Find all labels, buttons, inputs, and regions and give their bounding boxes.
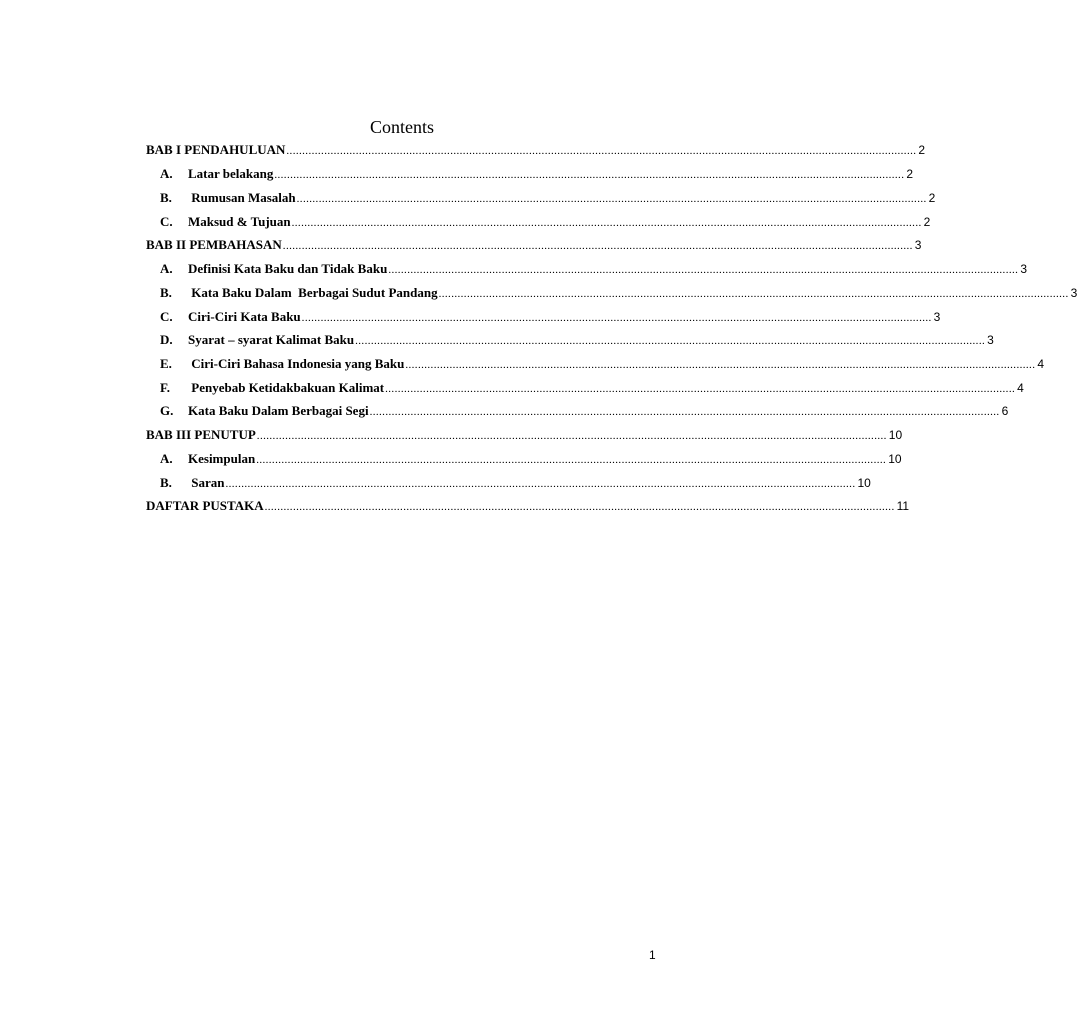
toc-entry-label: DAFTAR PUSTAKA <box>146 498 264 513</box>
toc-section-entry[interactable] <box>160 190 936 207</box>
toc-entry-label: Ciri-Ciri Bahasa Indonesia yang Baku <box>188 356 405 371</box>
toc-entry-letter: F. <box>160 380 170 395</box>
toc-dot-leader: ........................................................................................................................................................................................................ <box>388 264 1019 276</box>
toc-dot-leader: ........................................................................................................................................................................................................ <box>264 501 895 513</box>
toc-chapter-entry[interactable] <box>146 237 922 254</box>
toc-entry-letter: A. <box>160 261 173 276</box>
toc-dot-leader: ........................................................................................................................................................................................................ <box>282 240 913 252</box>
toc-entry-label: BAB III PENUTUP <box>146 427 256 442</box>
toc-chapter-entry[interactable] <box>146 142 926 159</box>
toc-entry-label: Maksud & Tujuan <box>188 214 291 229</box>
toc-section-entry[interactable] <box>160 475 871 492</box>
toc-entry-label: BAB II PEMBAHASAN <box>146 237 282 252</box>
toc-chapter-entry[interactable] <box>146 427 903 444</box>
toc-entry-page-number: 2 <box>928 191 936 205</box>
toc-entry-page-number: 10 <box>857 476 871 490</box>
toc-entry-label: Syarat – syarat Kalimat Baku <box>188 332 355 347</box>
toc-entry-page-number: 10 <box>888 452 902 466</box>
toc-dot-leader: ........................................................................................................................................................................................................ <box>405 359 1036 371</box>
toc-dot-leader: ........................................................................................................................................................................................................ <box>256 430 887 442</box>
toc-entry-label: Definisi Kata Baku dan Tidak Baku <box>188 261 388 276</box>
toc-section-entry[interactable] <box>160 451 902 468</box>
toc-dot-leader: ........................................................................................................................................................................................................ <box>256 454 887 466</box>
toc-entry-label: Rumusan Masalah <box>188 190 296 205</box>
toc-entry-letter: B. <box>160 285 172 300</box>
toc-section-entry[interactable] <box>160 285 1077 302</box>
toc-entry-page-number: 11 <box>896 499 910 513</box>
toc-dot-leader: ........................................................................................................................................................................................................ <box>438 288 1069 300</box>
toc-entry-letter: G. <box>160 403 174 418</box>
toc-entry-letter: C. <box>160 214 173 229</box>
toc-entry-label: Kata Baku Dalam Berbagai Segi <box>188 403 369 418</box>
toc-entry-page-number: 2 <box>923 215 931 229</box>
toc-entry-page-number: 2 <box>906 167 914 181</box>
toc-entry-letter: C. <box>160 309 173 324</box>
toc-dot-leader: ........................................................................................................................................................................................................ <box>286 145 917 157</box>
page-title: Contents <box>369 117 434 137</box>
toc-dot-leader: ........................................................................................................................................................................................................ <box>301 312 932 324</box>
toc-chapter-entry[interactable] <box>146 498 910 515</box>
toc-section-entry[interactable] <box>160 261 1027 278</box>
toc-entry-label: BAB I PENDAHULUAN <box>146 142 286 157</box>
toc-entry-label: Penyebab Ketidakbakuan Kalimat <box>188 380 385 395</box>
toc-section-entry[interactable] <box>160 309 941 326</box>
toc-dot-leader: ........................................................................................................................................................................................................ <box>296 193 927 205</box>
toc-dot-leader: ........................................................................................................................................................................................................ <box>369 406 1000 418</box>
toc-entry-label: Saran <box>188 475 225 490</box>
toc-dot-leader: ........................................................................................................................................................................................................ <box>225 478 856 490</box>
toc-entry-label: Ciri-Ciri Kata Baku <box>188 309 301 324</box>
toc-entry-letter: B. <box>160 190 172 205</box>
toc-entry-page-number: 3 <box>987 333 994 347</box>
toc-dot-leader: ........................................................................................................................................................................................................ <box>355 335 986 347</box>
toc-entry-page-number: 3 <box>1070 286 1077 300</box>
toc-entry-letter: D. <box>160 332 173 347</box>
toc-dot-leader: ........................................................................................................................................................................................................ <box>274 169 905 181</box>
toc-section-entry[interactable] <box>160 214 931 231</box>
toc-entry-page-number: 4 <box>1037 357 1045 371</box>
toc-section-entry[interactable] <box>160 380 1024 397</box>
toc-dot-leader: ........................................................................................................................................................................................................ <box>291 217 922 229</box>
toc-section-entry[interactable] <box>160 166 914 183</box>
footer-page-number: 1 <box>649 948 656 962</box>
toc-entry-page-number: 6 <box>1001 404 1009 418</box>
toc-entry-letter: E. <box>160 356 172 371</box>
toc-entry-page-number: 3 <box>933 310 941 324</box>
toc-entry-page-number: 10 <box>888 428 903 442</box>
toc-section-entry[interactable] <box>160 332 994 349</box>
toc-entry-page-number: 2 <box>918 143 926 157</box>
toc-entry-page-number: 3 <box>1020 262 1027 276</box>
toc-entry-label: Kesimpulan <box>188 451 256 466</box>
toc-entry-page-number: 3 <box>914 238 922 252</box>
toc-section-entry[interactable] <box>160 356 1045 373</box>
toc-entry-label: Latar belakang <box>188 166 274 181</box>
toc-entry-letter: A. <box>160 451 173 466</box>
toc-entry-letter: A. <box>160 166 173 181</box>
toc-section-entry[interactable] <box>160 403 1009 420</box>
toc-dot-leader: ........................................................................................................................................................................................................ <box>385 383 1016 395</box>
toc-entry-page-number: 4 <box>1017 381 1024 395</box>
toc-entry-letter: B. <box>160 475 172 490</box>
toc-entry-label: Kata Baku Dalam Berbagai Sudut Pandang <box>188 285 438 300</box>
